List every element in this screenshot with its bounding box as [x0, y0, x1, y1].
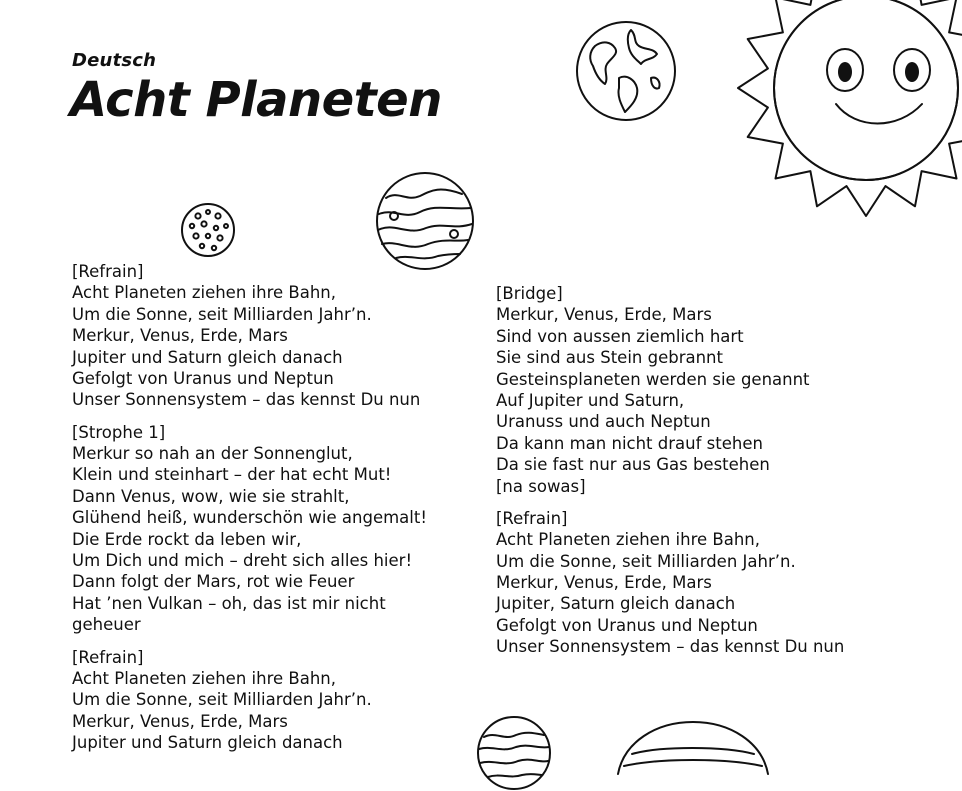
lyric-line: Um die Sonne, seit Milliarden Jahr’n.	[72, 690, 372, 710]
lyric-line: Sie sind aus Stein gebrannt	[496, 348, 723, 368]
lyric-line: Jupiter, Saturn gleich danach	[496, 594, 736, 614]
lyric-line: Merkur, Venus, Erde, Mars	[72, 326, 288, 346]
lyric-line: Unser Sonnensystem – das kennst Du nun	[496, 637, 845, 657]
jupiter-icon	[476, 715, 552, 791]
stanza-label: [Bridge]	[496, 284, 563, 303]
lyric-line: Glühend heiß, wunderschön wie angemalt!	[72, 508, 427, 528]
lyric-line: Dann Venus, wow, wie sie strahlt,	[72, 486, 350, 506]
lyric-line: Da kann man nicht drauf stehen	[496, 433, 763, 453]
lyric-line: Merkur, Venus, Erde, Mars	[496, 305, 712, 325]
lyric-line: Auf Jupiter und Saturn,	[496, 391, 685, 411]
lyric-line: [na sowas]	[496, 476, 586, 496]
lyric-line: Um die Sonne, seit Milliarden Jahr’n.	[496, 551, 796, 571]
lyric-line: Um Dich und mich – dreht sich alles hier!	[72, 551, 413, 571]
mercury-icon	[180, 202, 236, 258]
lyric-line: Merkur, Venus, Erde, Mars	[72, 711, 288, 731]
lyric-line: Gefolgt von Uranus und Neptun	[496, 615, 758, 635]
stanza-label: [Refrain]	[72, 262, 144, 281]
saturn-icon	[612, 718, 774, 778]
lyrics-right-column	[496, 283, 916, 669]
lyric-line: Die Erde rockt da leben wir,	[72, 529, 302, 549]
lyrics-stanza	[72, 422, 472, 636]
stanza-label: [Refrain]	[72, 647, 144, 667]
lyric-line: Dann folgt der Mars, rot wie Feuer	[72, 572, 355, 592]
lyric-line: Gesteinsplaneten werden sie genannt	[496, 369, 810, 389]
lyric-line: Jupiter und Saturn gleich danach	[72, 347, 343, 367]
lyric-line: Unser Sonnensystem – das kennst Du nun	[72, 390, 421, 410]
lyrics-stanza	[72, 261, 472, 411]
sun-icon	[716, 0, 962, 250]
language-label: Deutsch	[72, 50, 157, 71]
lyrics-left-column	[72, 261, 472, 764]
lyric-line: Uranuss und auch Neptun	[496, 412, 711, 432]
stanza-label: [Strophe 1]	[72, 422, 166, 442]
lyric-line: geheuer	[72, 615, 141, 635]
lyric-line: Acht Planeten ziehen ihre Bahn,	[72, 668, 336, 688]
lyrics-stanza	[496, 508, 916, 658]
lyric-line: Da sie fast nur aus Gas bestehen	[496, 455, 770, 475]
lyric-line: Gefolgt von Uranus und Neptun	[72, 369, 334, 389]
lyric-line: Merkur, Venus, Erde, Mars	[496, 573, 712, 593]
lyric-line: Jupiter und Saturn gleich danach	[72, 733, 343, 753]
lyric-line: Acht Planeten ziehen ihre Bahn,	[496, 530, 760, 550]
lyrics-stanza	[72, 647, 472, 754]
lyric-line: Um die Sonne, seit Milliarden Jahr’n.	[72, 304, 372, 324]
lyric-line: Sind von aussen ziemlich hart	[496, 326, 744, 346]
lyric-line: Acht Planeten ziehen ihre Bahn,	[72, 283, 336, 303]
page-title: Acht Planeten	[70, 72, 442, 128]
venus-icon	[374, 170, 476, 272]
lyrics-stanza	[496, 283, 916, 497]
lyric-line: Hat ’nen Vulkan – oh, das ist mir nicht	[72, 593, 386, 613]
stanza-label: [Refrain]	[496, 508, 568, 528]
lyric-line: Klein und steinhart – der hat echt Mut!	[72, 465, 392, 485]
lyric-line: Merkur so nah an der Sonnenglut,	[72, 444, 353, 464]
earth-icon	[573, 20, 679, 124]
